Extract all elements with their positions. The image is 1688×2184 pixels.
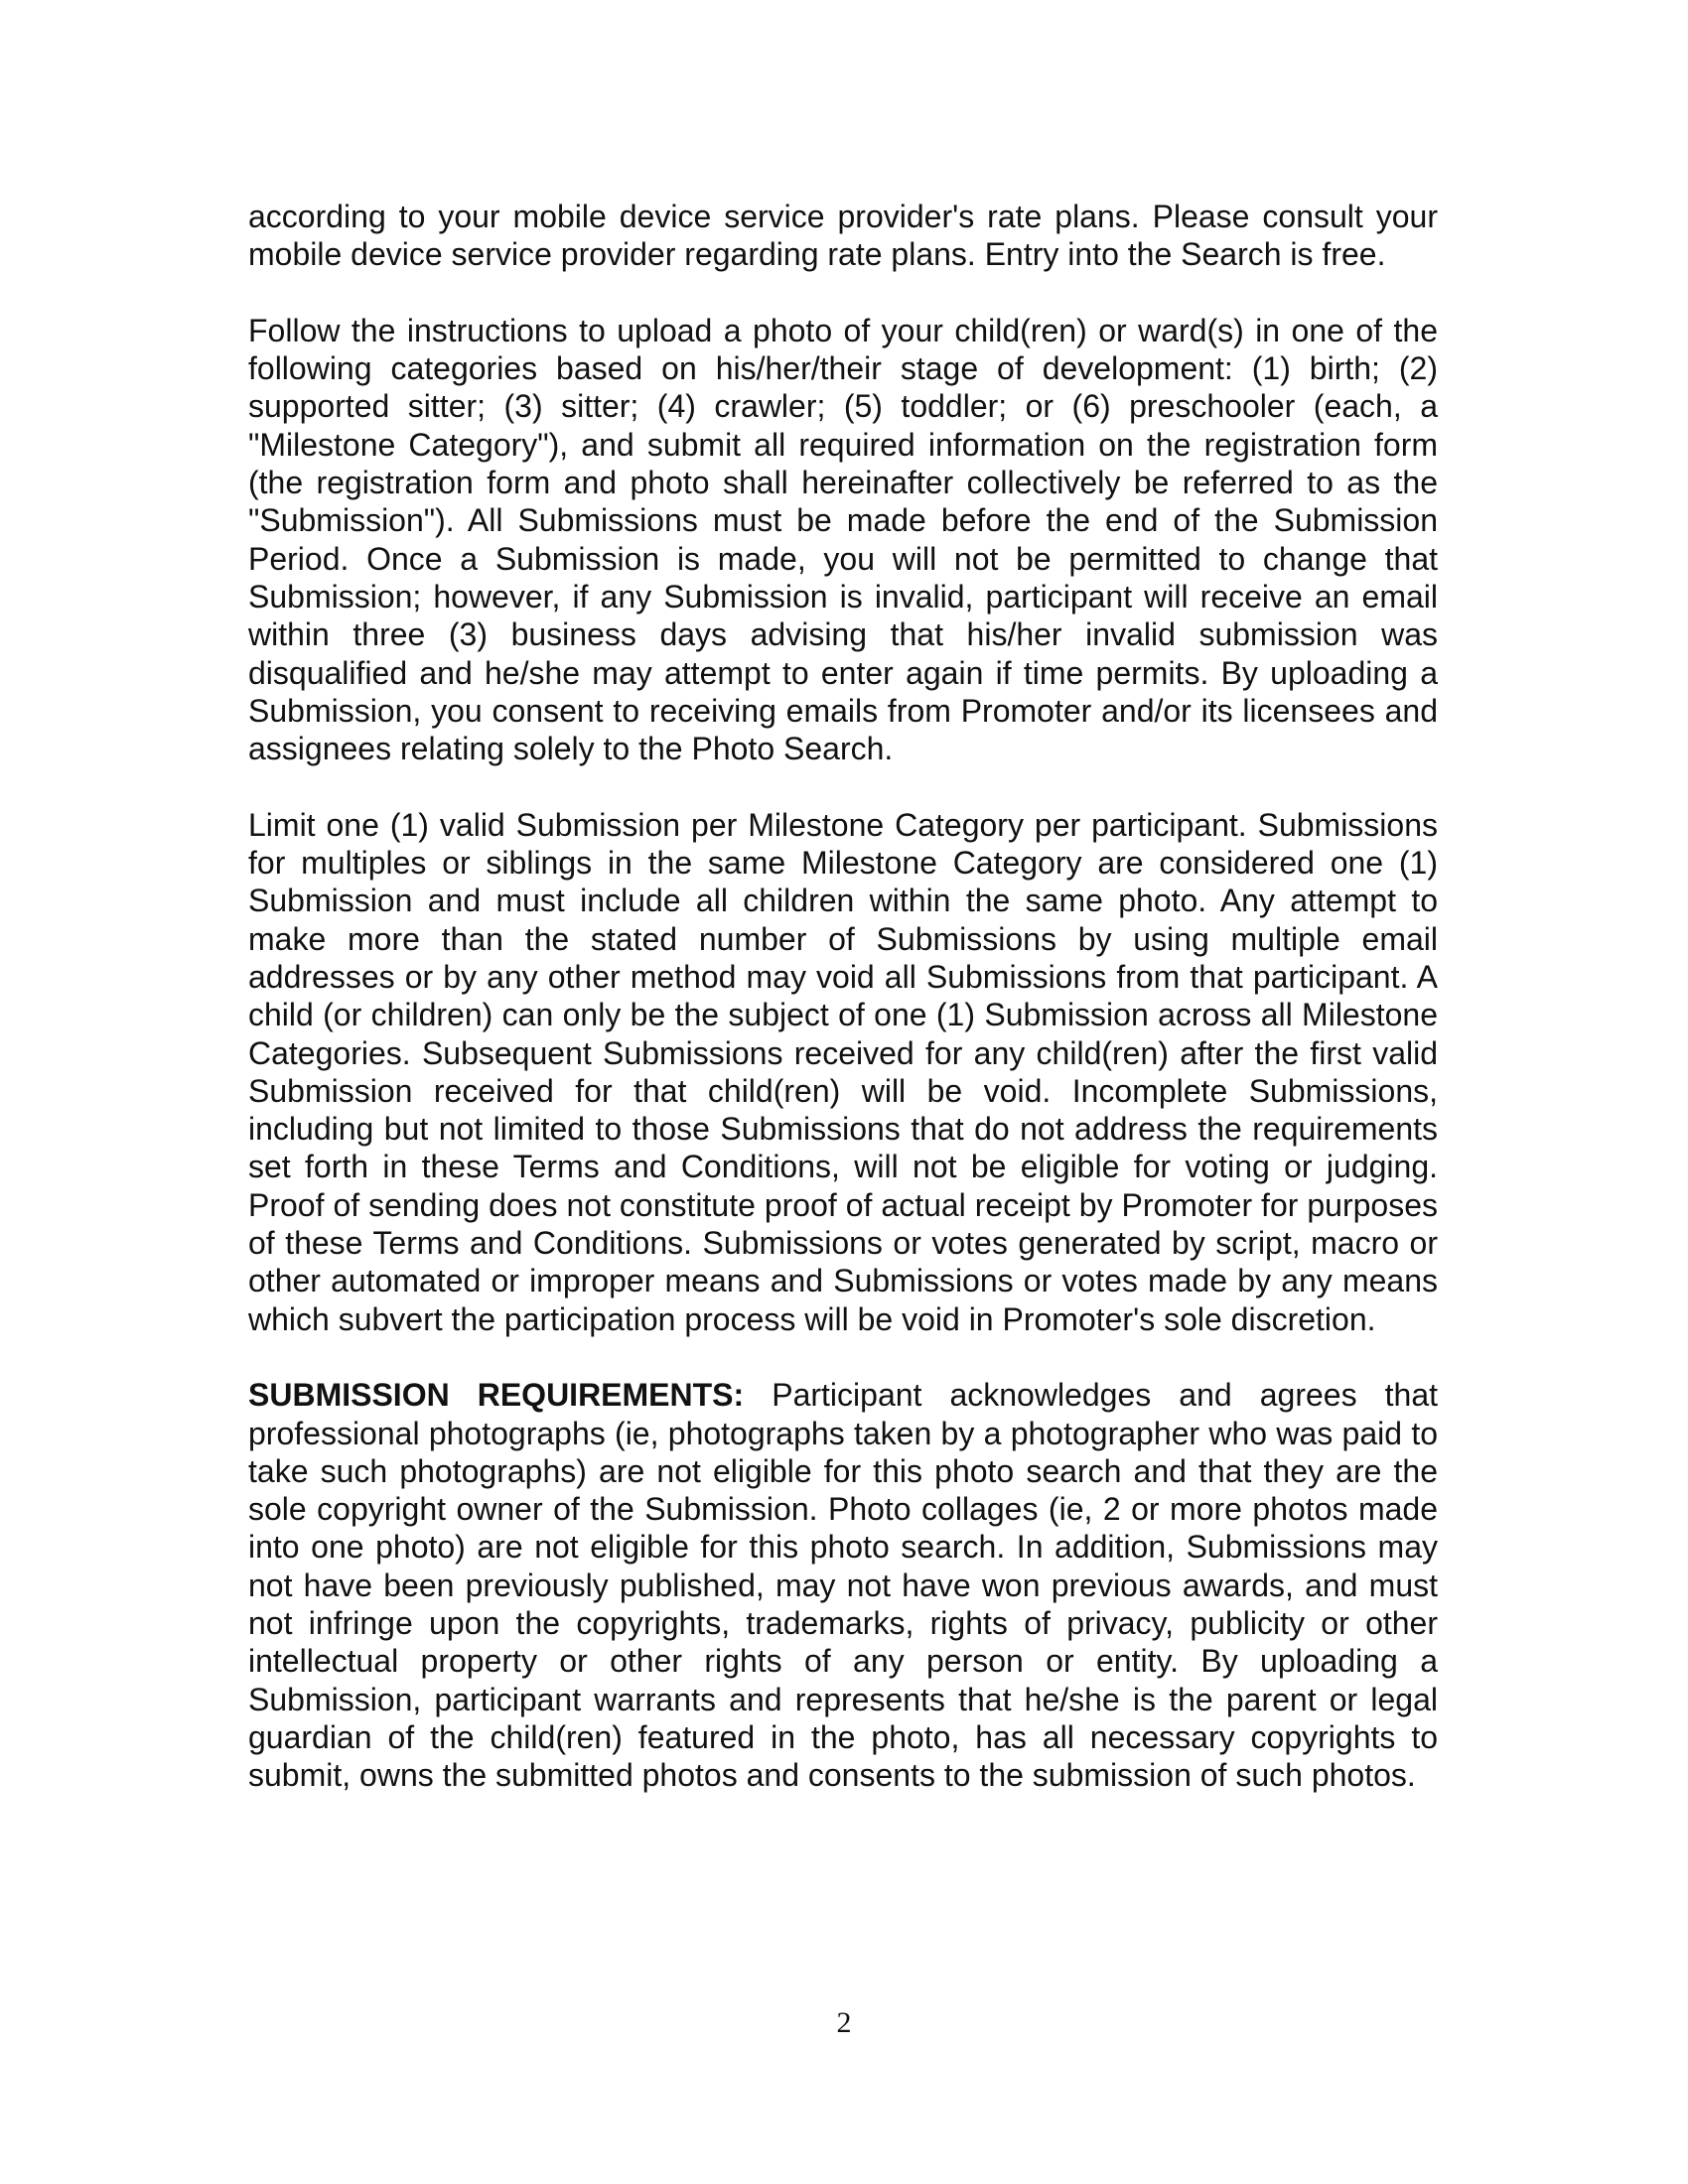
paragraph-text: according to your mobile device service provider's rate plans. Please consult your mobile device service provider regarding rate plans. Entry into the Search is free. xyxy=(248,199,1438,273)
document-body xyxy=(248,198,1438,1794)
paragraph-submission-requirements xyxy=(248,1376,1438,1794)
page-number: 2 xyxy=(836,2006,852,2039)
paragraph-text: Limit one (1) valid Submission per Milestone Category per participant. Submissions for multiples or siblings in the same Milestone Category are considered one (1) Submission and must include all children within the same photo. Any attempt to make more than the stated number of Submissions by using multiple email addresses or by any other method may void all Submissions from that participant. A child (or children) can only be the subject of one (1) Submission across all Milestone Categories. Subsequent Submissions received for any child(ren) after the first valid Submission received for that child(ren) will be void. Incomplete Submissions, including but not limited to those Submissions that do not address the requirements set forth in these Terms and Conditions, will not be eligible for voting or judging. Proof of sending does not constitute proof of actual receipt by Promoter for purposes of these Terms and Conditions. Submissions or votes generated by script, macro or other automated or improper means and Submissions or votes made by any means which subvert the participation process will be void in Promoter's sole discretion. xyxy=(248,806,1438,1337)
paragraph-upload-instructions xyxy=(248,312,1438,768)
paragraph-text: Follow the instructions to upload a photo of your child(ren) or ward(s) in one of the following categories based on his/her/their stage of development: (1) birth; (2) supported sitter; (3) sitter; (4) crawler; (5) toddler; or (6) preschooler (each, a "Milestone Category"), and submit all required information on the registration form (the registration form and photo shall hereinafter collectively be referred to as the "Submission"). All Submissions must be made before the end of the Submission Period. Once a Submission is made, you will not be permitted to change that Submission; however, if any Submission is invalid, participant will receive an email within three (3) business days advising that his/her invalid submission was disqualified and he/she may attempt to enter again if time permits. By uploading a Submission, you consent to receiving emails from Promoter and/or its licensees and assignees relating solely to the Photo Search. xyxy=(248,312,1438,767)
paragraph-text: Participant acknowledges and agrees that professional photographs (ie, photographs taken by a photographer who was paid to take such photographs) are not eligible for this photo search and that they are the sole copyright owner of the Submission. Photo collages (ie, 2 or more photos made into one photo) are not eligible for this photo search. In addition, Submissions may not have been previously published, may not have won previous awards, and must not infringe upon the copyrights, trademarks, rights of privacy, publicity or other intellectual property or other rights of any person or entity. By uploading a Submission, participant warrants and represents that he/she is the parent or legal guardian of the child(ren) featured in the photo, has all necessary copyrights to submit, owns the submitted photos and consents to the submission of such photos. xyxy=(248,1377,1439,1794)
section-heading: SUBMISSION REQUIREMENTS: xyxy=(248,1377,745,1414)
paragraph-submission-limit xyxy=(248,806,1438,1338)
paragraph-rate-plans xyxy=(248,198,1438,274)
